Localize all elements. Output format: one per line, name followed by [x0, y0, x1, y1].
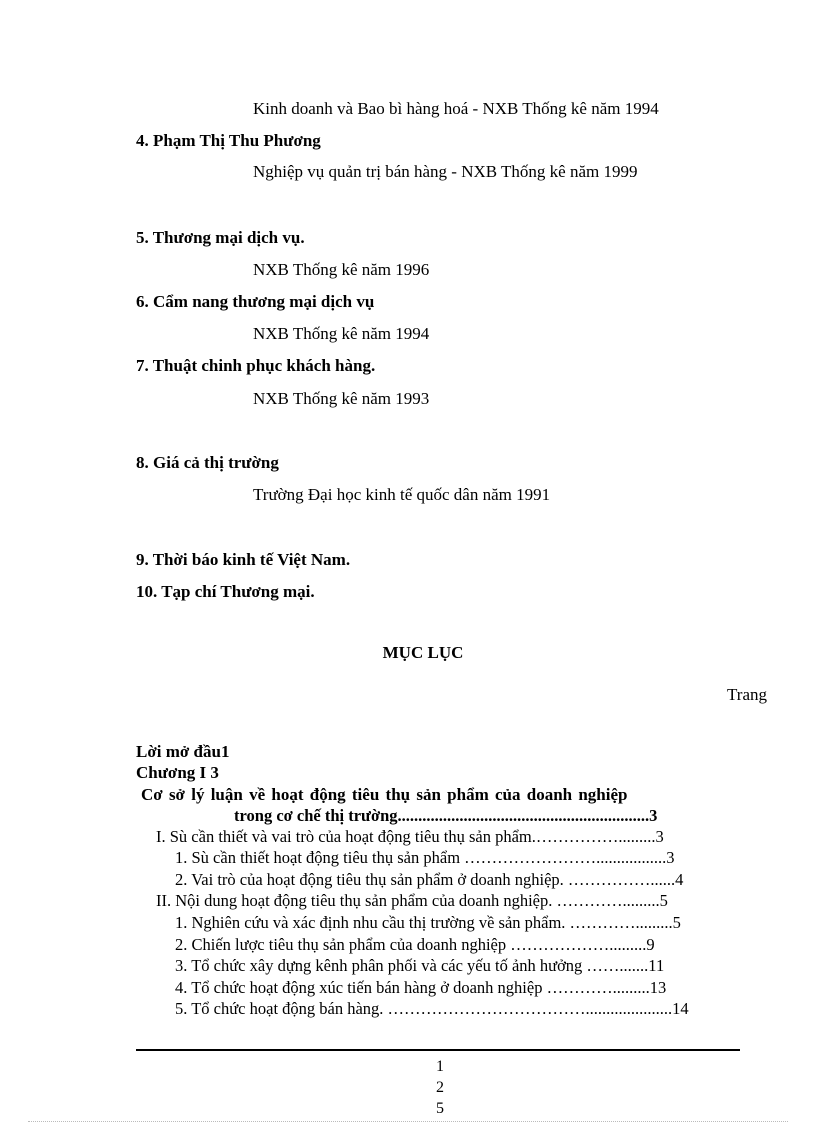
toc-entry-2-5: 5. Tổ chức hoạt động bán hàng. ……………………………….....................14: [175, 999, 689, 1018]
toc-chapter-title-line-1: Cơ sở lý luận về hoạt động tiêu thụ sản phẩm của doanh nghiệp: [141, 785, 628, 804]
reference-8-description: Trường Đại học kinh tế quốc dân năm 1991: [253, 485, 551, 504]
reference-7-title: 7. Thuật chinh phục khách hàng.: [136, 356, 376, 375]
toc-entry-2-3: 3. Tổ chức xây dựng kênh phân phối và các yếu tố ảnh hưởng …….......11: [175, 956, 665, 975]
reference-8-title: 8. Giá cả thị trường: [136, 453, 279, 472]
toc-intro: Lời mở đầu1: [136, 742, 230, 761]
reference-5-description: NXB Thống kê năm 1996: [253, 260, 430, 279]
toc-entry-1-1: 1. Sù cần thiết hoạt động tiêu thụ sản phẩm …………………….................3: [175, 848, 675, 867]
toc-entry-2-4: 4. Tổ chức hoạt động xúc tiến bán hàng ở doanh nghiệp ………….........13: [175, 978, 667, 997]
reference-6-description: NXB Thống kê năm 1994: [253, 324, 430, 343]
reference-4-title: 4. Phạm Thị Thu Phương: [136, 131, 321, 150]
toc-chapter-title-line-2: trong cơ chế thị trường.............................................................3: [234, 806, 658, 825]
toc-entry-2-1: 1. Nghiên cứu và xác định nhu cầu thị trường về sản phẩm. ………….........5: [175, 913, 681, 932]
toc-entry-2-2: 2. Chiến lược tiêu thụ sản phẩm của doanh nghiệp ……………….........9: [175, 935, 655, 954]
toc-page-label: Trang: [727, 685, 767, 704]
page-number: 1: [436, 1058, 444, 1075]
reference-6-title: 6. Cẩm nang thương mại dịch vụ: [136, 292, 375, 311]
toc-chapter: Chương I 3: [136, 763, 219, 782]
toc-heading: MỤC LỤC: [382, 643, 464, 662]
reference-5-title: 5. Thương mại dịch vụ.: [136, 228, 305, 247]
reference-4-description: Nghiệp vụ quản trị bán hàng - NXB Thống kê năm 1999: [253, 162, 638, 181]
toc-entry-section-2: II. Nội dung hoạt động tiêu thụ sản phẩm của doanh nghiệp. ………….........5: [156, 891, 668, 910]
reference-3-description: Kinh doanh và Bao bì hàng hoá - NXB Thống kê năm 1994: [253, 99, 659, 118]
page-bottom-border: [28, 1121, 788, 1122]
reference-7-description: NXB Thống kê năm 1993: [253, 389, 430, 408]
toc-entry-1-2: 2. Vai trò của hoạt động tiêu thụ sản phẩm ở doanh nghiệp. ……………......4: [175, 870, 684, 889]
toc-entry-section-1: I. Sù cần thiết và vai trò của hoạt động tiêu thụ sản phẩm.…………….........3: [156, 827, 664, 846]
footer-rule: [136, 1049, 740, 1051]
page-number: 2: [436, 1079, 444, 1096]
page-number: 5: [436, 1100, 444, 1117]
reference-10-title: 10. Tạp chí Thương mại.: [136, 582, 315, 601]
reference-9-title: 9. Thời báo kinh tế Việt Nam.: [136, 550, 351, 569]
